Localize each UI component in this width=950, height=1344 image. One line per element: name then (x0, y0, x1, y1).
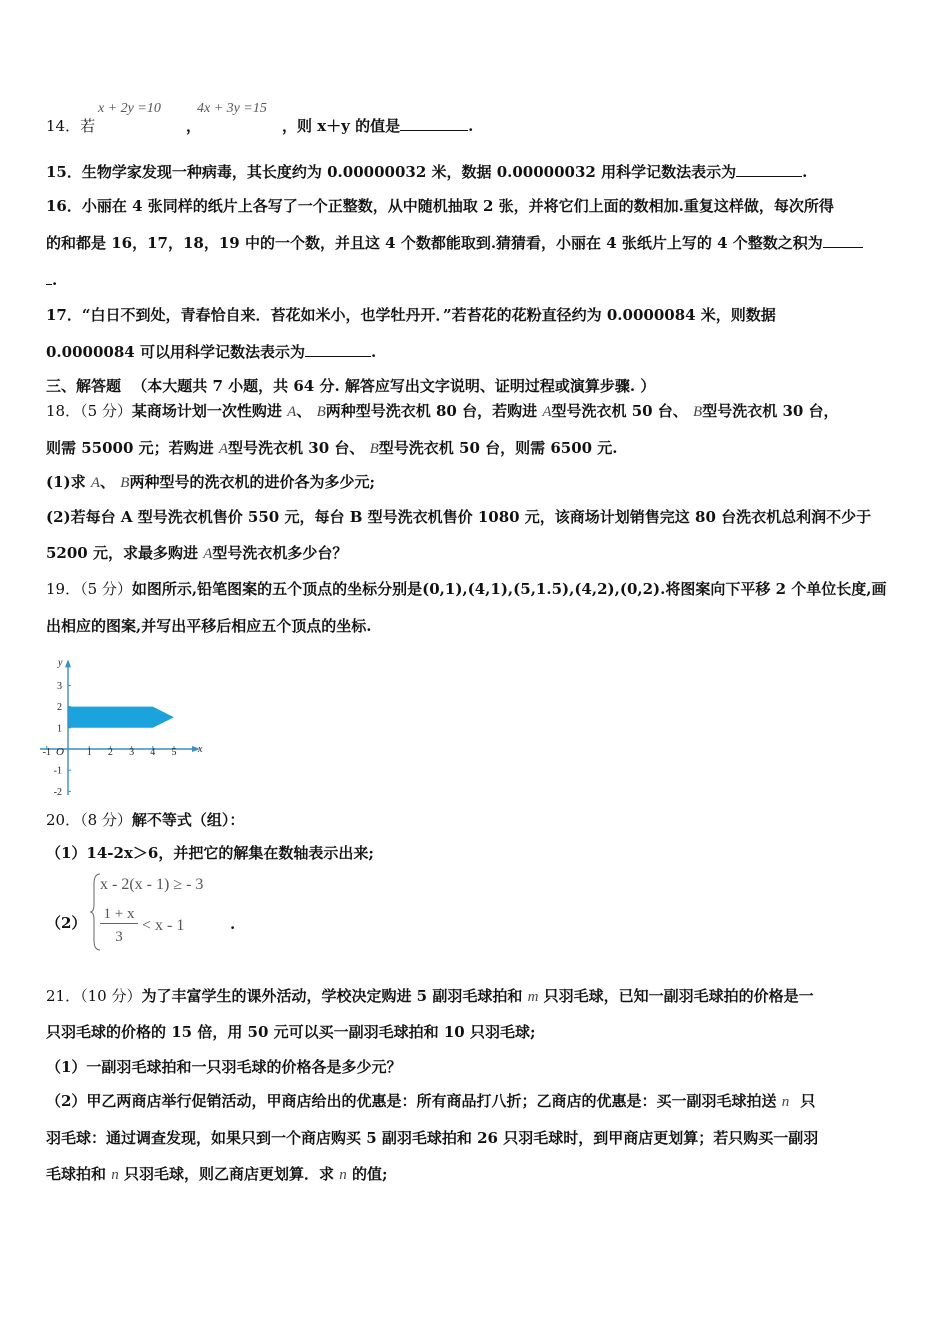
x-tick-label: 2 (107, 747, 113, 758)
q18-number: 18．（5 分） (46, 402, 132, 420)
y-axis-arrow (65, 659, 71, 667)
q15-text: 15．生物学家发现一种病毒，其长度约为 0.00000032 米，数据 0.00000032 用科学记数法表示为 (46, 163, 737, 181)
q14-eq2: 4x + 3y =15 (197, 101, 267, 116)
q14-line (46, 116, 95, 136)
ineq1: x - 2(x - 1) ≥ - 3 (100, 876, 204, 893)
var-A: A (203, 546, 213, 562)
q18-p2b: 5200 元，求最多购进 (46, 544, 198, 562)
y-axis-label: y (58, 657, 63, 669)
q18-l1d: 型号洗衣机 30 台， (702, 402, 839, 420)
var-B: B (369, 441, 379, 457)
frac-numerator: 1 + x (100, 905, 138, 924)
q16-line1: 16．小丽在 4 张同样的纸片上各写了一个正整数，从中随机抽取 2 张，并将它们上面的数相加.重复这样做，每次所得 (46, 197, 834, 215)
q16-line2-text: 的和都是 16，17，18，19 中的一个数，并且这 4 个数都能取到.猜猜看，小丽在 4 张纸片上写的 4 个整数之积为 (46, 234, 823, 252)
q17-line2 (46, 342, 376, 362)
q17-answer-blank[interactable] (305, 342, 371, 357)
section3-note: （本大题共 7 小题，共 64 分. 解答应写出文字说明、证明过程或演算步骤. ） (132, 377, 656, 395)
q14-end: . (468, 117, 474, 135)
var-B: B (316, 404, 326, 420)
q21-part1: （1）一副羽毛球拍和一只羽毛球的价格各是多少元？ (46, 1058, 402, 1076)
q14-prefix: 14．若 (46, 117, 96, 135)
var-A: A (287, 404, 297, 420)
x-tick-label: 4 (150, 747, 156, 758)
q20-part1: （1）14-2x＞6，并把它的解集在数轴表示出来; (46, 844, 374, 862)
q21-p2f: 的值; (351, 1165, 388, 1183)
var-A: A (218, 441, 229, 457)
q19-l1: 如图所示,铅笔图案的五个顶点的坐标分别是(0,1),(4,1),(5,1.5),(4,2),(0,2).将图案向下平移 2 个单位长度,画 (131, 580, 887, 598)
q18-part2: (2)若每台 A 型号洗衣机售价 550 元，每台 B 型号洗衣机售价 1080 元，该商场计划销售完这 80 台洗衣机总利润不少于 (46, 508, 872, 526)
q14-comma: ， (186, 117, 202, 135)
var-B: B (693, 404, 703, 420)
q18-l1b: 两种型号洗衣机 80 台，若购进 (325, 402, 538, 420)
q17-line1: 17．“白日不到处，青春恰自来．苔花如米小，也学牡丹开．”若苔花的花粉直径约为 0.0000084 米，则数据 (46, 306, 776, 324)
q18-l2c: 型号洗衣机 50 台，则需 6500 元. (378, 439, 618, 457)
q18-l1c: 型号洗衣机 50 台、 (551, 402, 688, 420)
q18-line1 (46, 401, 839, 422)
pencil-shape (68, 707, 174, 728)
var-A: A (542, 404, 552, 420)
q14-eq1: x + 2y =10 (98, 101, 161, 116)
q18-sep: 、 (100, 473, 116, 491)
q19-line1 (46, 579, 886, 599)
q21-number: 21．（10 分） (46, 987, 142, 1005)
x-axis-label: x (198, 744, 203, 755)
x-tick-label: 1 (86, 747, 92, 758)
q20-line1 (46, 810, 244, 830)
x-tick-label: 5 (171, 747, 177, 758)
ineq2-rest: < x - 1 (142, 917, 185, 934)
q20-part2-label: （2） (46, 914, 87, 932)
q21-line1 (46, 986, 814, 1007)
q19-number: 19．（5 分） (46, 580, 132, 598)
q18-l2a: 则需 55000 元；若购进 (46, 439, 214, 457)
y-tick-label: 3 (57, 680, 62, 692)
q16-answer-blank[interactable] (823, 233, 863, 248)
q14-suffix-line (282, 116, 473, 136)
q21-p2d: 毛球拍和 (46, 1165, 107, 1183)
q15-line (46, 162, 807, 182)
q14-answer-blank[interactable] (400, 116, 468, 131)
q21-line2: 只羽毛球的价格的 15 倍，用 50 元可以买一副羽毛球拍和 10 只羽毛球; (46, 1023, 536, 1041)
q15-answer-blank[interactable] (736, 162, 802, 177)
q18-part1 (46, 472, 375, 493)
q18-p2c: 型号洗衣机多少台？ (212, 544, 348, 562)
var-B: B (120, 475, 130, 491)
q21-part2-line3 (46, 1164, 388, 1185)
q16-line2 (46, 233, 863, 253)
q21-part2-line2: 羽毛球：通过调查发现，如果只到一个商店购买 5 副羽毛球拍和 26 只羽毛球时，到甲商店更划算；若只购买一副羽 (46, 1129, 819, 1147)
q19-line2: 出相应的图案,并写出平移后相应五个顶点的坐标. (46, 617, 372, 635)
q17-line2-text: 0.0000084 可以用科学记数法表示为 (46, 343, 305, 361)
var-m: m (527, 989, 539, 1005)
q18-l2b: 型号洗衣机 30 台、 (228, 439, 365, 457)
x-tick-label: 3 (129, 747, 135, 758)
frac-denominator: 3 (115, 929, 123, 945)
q18-p1b: 两种型号的洗衣机的进价各为多少元; (129, 473, 376, 491)
y-tick-label: -1 (53, 765, 62, 777)
q20-title: 解不等式（组）： (131, 811, 245, 829)
q21-l1a: 为了丰富学生的课外活动，学校决定购进 5 副羽毛球拍和 (141, 987, 523, 1005)
q18-l1a: 某商场计划一次性购进 (131, 402, 282, 420)
var-n: n (111, 1167, 119, 1183)
q20-end: . (230, 915, 236, 933)
x-tick-label: -1 (42, 747, 51, 758)
y-tick-label: 1 (57, 723, 62, 735)
q18-p1a: (1)求 (46, 473, 86, 491)
q16-line3 (46, 270, 57, 290)
y-tick-label: 2 (57, 702, 62, 714)
q18-part2-line2 (46, 543, 347, 564)
q18-sep: 、 (296, 402, 312, 420)
q21-p2b: 只 (800, 1092, 816, 1110)
q21-p2a: （2）甲乙两商店举行促销活动，甲商店给出的优惠是：所有商品打八折；乙商店的优惠是：买一副羽毛球拍送 (46, 1092, 777, 1110)
q21-p2e: 只羽毛球，则乙商店更划算．求 (123, 1165, 334, 1183)
q14-suffix: ，则 x＋y 的值是 (282, 117, 401, 135)
var-n: n (339, 1167, 347, 1183)
q18-line2 (46, 438, 618, 459)
coordinate-plane-figure (40, 645, 220, 795)
section3-title: 三、解答题 (46, 377, 122, 395)
origin-label: O (56, 746, 64, 758)
q17-end: . (370, 343, 377, 361)
q16-end: . (52, 271, 58, 289)
section3-heading (46, 376, 655, 396)
var-A: A (90, 475, 101, 491)
q20-number: 20．（8 分） (46, 811, 132, 829)
q15-end: . (802, 163, 808, 181)
q21-l1b: 只羽毛球，已知一副羽毛球拍的价格是一 (543, 987, 814, 1005)
y-tick-label: -2 (53, 786, 62, 795)
var-n: n (781, 1094, 790, 1110)
q21-part2-line1 (46, 1091, 815, 1112)
